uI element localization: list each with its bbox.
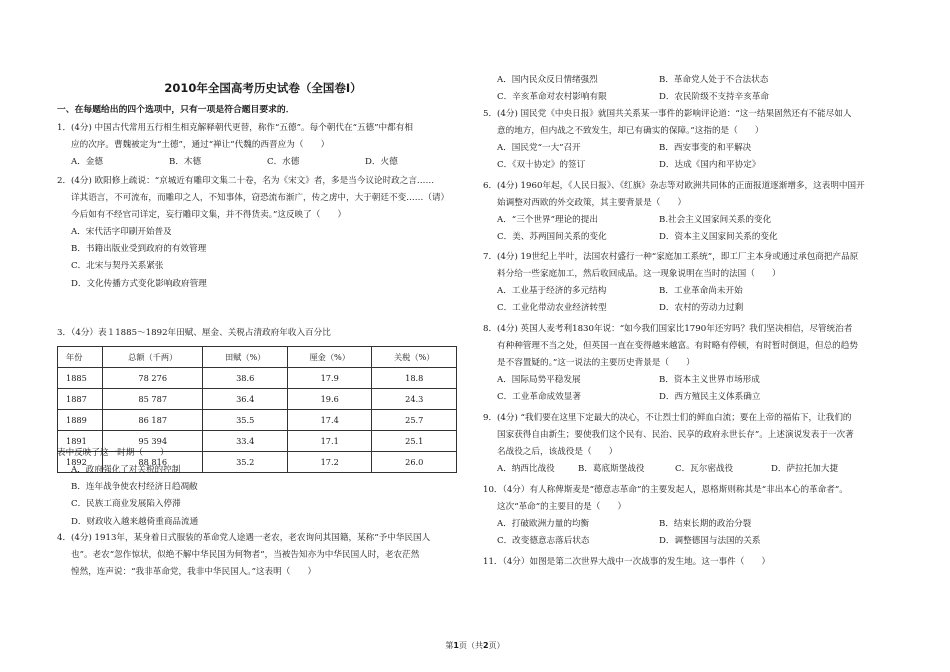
question-4-line: 惶然，连声说：“我非革命党，我非中华民国人。”这表明（ ）	[71, 567, 317, 577]
option-c: C．工业化带动农业经济转型	[497, 303, 607, 313]
option-c: C．美、苏两国间关系的变化	[497, 232, 607, 242]
footer-middle: 页（共	[459, 641, 483, 650]
table-cell: 19.6	[287, 389, 372, 410]
question-3-stem: 3．（4分）表１1885～1892年田赋、厘金、关税占清政府年收入百分比	[57, 328, 331, 338]
question-7	[483, 249, 895, 317]
option-d: D．西方殖民主义体系确立	[659, 392, 761, 402]
table-cell: 17.1	[287, 431, 372, 452]
option-c: C．辛亥革命对农村影响有限	[497, 92, 607, 102]
option-a: A．纳西比战役	[497, 464, 555, 474]
question-2-line: 今后如有不经官司详定，妄行雕印文集，并不得货卖。”这反映了（ ）	[71, 210, 347, 220]
table-cell: 78 276	[103, 368, 203, 389]
option-c: C．北宋与契丹关系紧张	[71, 261, 164, 272]
question-9-line: 9．(4分) “我们要在这里下定最大的决心，不让烈士们的鲜血白流；要在上帝的福佑下，让我们的	[483, 413, 852, 423]
question-1	[57, 120, 469, 171]
option-a: A．国民党“一大”召开	[497, 143, 581, 153]
option-a: A．国际局势平稳发展	[497, 375, 581, 385]
table-cell: 17.4	[287, 410, 372, 431]
table-cell: 17.9	[287, 368, 372, 389]
option-a: A．“三个世界”理论的提出	[497, 215, 598, 225]
footer-suffix: 页）	[488, 641, 505, 650]
table-cell: 1885	[58, 368, 103, 389]
question-9-line: 名战役之后，该战役是（ ）	[497, 447, 618, 457]
page-title: 2010年全国高考历史试卷（全国卷Ⅰ）	[164, 81, 362, 95]
table-cell: 24.3	[372, 389, 457, 410]
table-cell: 33.4	[203, 431, 288, 452]
question-9-line: 国家获得自由新生；要使我们这个民有、民治、民享的政府永世长存”。上述演说发表于一次著	[497, 430, 854, 440]
option-a: A．宋代活字印刷开始普及	[71, 227, 172, 237]
option-a: A．金德	[71, 157, 103, 167]
question-3-options	[57, 445, 469, 531]
footer-prefix: 第	[445, 641, 454, 650]
table-row	[58, 410, 457, 431]
table-cell: 1889	[58, 410, 103, 431]
option-b: B．资本主义世界市场形成	[659, 375, 760, 385]
table-cell: 18.8	[372, 368, 457, 389]
footer-page-number: 1	[453, 641, 459, 650]
question-5-line: 意的地方，但内战之不致发生，却已有确实的保障。”这指的是（ ）	[497, 126, 764, 136]
table-header-cell: 总额（千两）	[103, 347, 203, 368]
table-header-cell: 关税（%）	[372, 347, 457, 368]
table-row	[58, 389, 457, 410]
table-cell: 85 787	[103, 389, 203, 410]
option-d: D．资本主义国家间关系的变化	[659, 232, 778, 242]
table-header-cell: 厘金（%）	[287, 347, 372, 368]
option-d: D．火德	[365, 157, 398, 167]
question-11	[483, 554, 895, 571]
question-8-line: 8．(4分) 英国人麦考利1830年说：“如今我们国家比1790年还穷吗？我们坚决相信，尽管统治者	[483, 324, 853, 334]
option-b: B．葛底斯堡战役	[578, 464, 645, 474]
option-b: B．木德	[169, 157, 202, 167]
question-3-after: 表中反映了这一时期（ ）	[57, 448, 169, 458]
page-footer	[0, 640, 950, 652]
option-c: C．《双十协定》的签订	[497, 160, 586, 170]
question-4	[57, 530, 469, 581]
section-heading: 一、在每题给出的四个选项中，只有一项是符合题目要求的．	[57, 105, 295, 115]
question-9	[483, 410, 895, 478]
question-4-options	[483, 72, 895, 106]
table-cell: 25.1	[372, 431, 457, 452]
option-a: A．打破欧洲力量的均衡	[497, 519, 590, 529]
question-5	[483, 106, 895, 174]
option-b: B．结束长期的政治分裂	[659, 519, 752, 529]
table-cell: 36.4	[203, 389, 288, 410]
footer-total-pages: 2	[483, 641, 489, 650]
table-cell: 95 394	[103, 431, 203, 452]
option-b: B．西安事变的和平解决	[659, 143, 752, 153]
option-c: C．改变德意志落后状态	[497, 536, 590, 546]
option-c: C．水德	[267, 157, 300, 167]
question-2-line: 2．(4分) 欧阳修上疏说：“京城近有雕印文集二十卷，名为《宋文》者，多是当今议论时政之言……	[57, 176, 435, 186]
table-cell: 35.2	[203, 452, 288, 473]
table-cell: 1892	[58, 452, 103, 473]
option-b: B．革命党人处于不合法状态	[659, 75, 769, 85]
question-8	[483, 321, 895, 406]
question-7-line: 料分给一些家庭加工，然后收回成品。这一现象说明在当时的法国（ ）	[497, 269, 781, 279]
table-header-cell: 田赋（%）	[203, 347, 288, 368]
question-2-line: 详其语言，不可流布，而雕印之人，不知事体，窃恐流布渐广，传之虏中，大于朝廷不变……（请）	[71, 193, 450, 203]
table-cell: 86 187	[103, 410, 203, 431]
question-5-line: 5．(4分) 国民党《中央日报》就国共关系某一事件的影响评论道：“这一结果固然还有不能尽如人	[483, 109, 852, 119]
question-8-line: 是不容置疑的。”这一说法的主要历史背景是（ ）	[497, 358, 695, 368]
question-1-line: 1．(4分) 中国古代常用五行相生相克解释朝代更替，称作“五德”。每个朝代在“五德”中都有相	[57, 123, 413, 133]
question-1-line: 应的次序。曹魏被定为“土德”，通过“禅让”代魏的西晋应为（ ）	[71, 140, 330, 150]
question-7-line: 7．(4分) 19世纪上半叶，法国农村盛行一种“家庭加工系统”，即工厂主本身或通过承包商把产品原	[483, 252, 859, 262]
option-d: D．萨拉托加大捷	[771, 464, 839, 474]
question-10-line: 这次“革命”的主要目的是（ ）	[497, 502, 627, 512]
option-d: D．农民阶级不支持辛亥革命	[659, 92, 770, 102]
option-c: C．民族工商业发展陷入停滞	[71, 499, 181, 510]
question-11-line: 11．（4分）如图是第二次世界大战中一次战事的发生地。这一事件（ ）	[483, 557, 771, 567]
table-cell: 25.7	[372, 410, 457, 431]
table-cell: 26.0	[372, 452, 457, 473]
option-d: D．文化传播方式变化影响政府管理	[71, 278, 207, 289]
option-c: C．瓦尔密战役	[675, 464, 734, 474]
question-10	[483, 482, 895, 550]
table-cell: 88 816	[103, 452, 203, 473]
option-a: A．工业基于经济的多元结构	[497, 286, 607, 296]
question-6-line: 始调整对西欧的外交政策，其主要背景是（ ）	[497, 198, 687, 208]
table-cell: 1891	[58, 431, 103, 452]
question-6	[483, 178, 895, 246]
question-4-line: 也”。老农“忽作惊状，似绝不解中华民国为何物者”，当被告知亦为中华民国人时，老农茫然	[71, 550, 420, 560]
option-b: B．连年战争使农村经济日趋凋敝	[71, 482, 198, 493]
table-row	[58, 368, 457, 389]
table-cell: 35.5	[203, 410, 288, 431]
question-2	[57, 173, 469, 293]
option-c: C．工业革命成效显著	[497, 392, 581, 402]
table-cell: 17.2	[287, 452, 372, 473]
table-cell: 1887	[58, 389, 103, 410]
question-6-line: 6．(4分) 1960年起，《人民日报》、《红旗》杂志等对欧洲共同体的正面报道逐渐增多，这表明中国开	[483, 181, 865, 191]
table-header-cell: 年份	[58, 347, 103, 368]
option-b: B.社会主义国家间关系的变化	[659, 215, 772, 225]
option-b: B．书籍出版业受到政府的有效管理	[71, 244, 207, 255]
table-header-row	[58, 347, 457, 368]
option-b: B．工业革命尚未开始	[659, 286, 743, 296]
question-8-line: 有种种管理不当之处，但英国一直在变得越来越富。有时略有停顿，有时暂时倒退，但总的趋势	[497, 341, 858, 351]
question-4-line: 4．(4分) 1913年，某身着日式服装的革命党人途遇一老农，老农询问其国籍，某称“予中华民国人	[57, 533, 431, 543]
table-cell: 38.6	[203, 368, 288, 389]
option-a: A．国内民众反日情绪强烈	[497, 75, 598, 85]
option-d: D．调整德国与法国的关系	[659, 536, 761, 546]
option-d: D．达成《国内和平协定》	[659, 160, 761, 170]
option-d: D．农村的劳动力过剩	[659, 303, 744, 313]
question-10-line: 10．（4分）有人称俾斯麦是“德意志革命”的主要发起人，恩格斯则称其是“非出本心的革命者”。	[483, 485, 848, 495]
option-d: D．财政收入越来越倚重商品流通	[71, 516, 199, 527]
option-a: A．政府强化了对关税的控制	[71, 465, 181, 475]
